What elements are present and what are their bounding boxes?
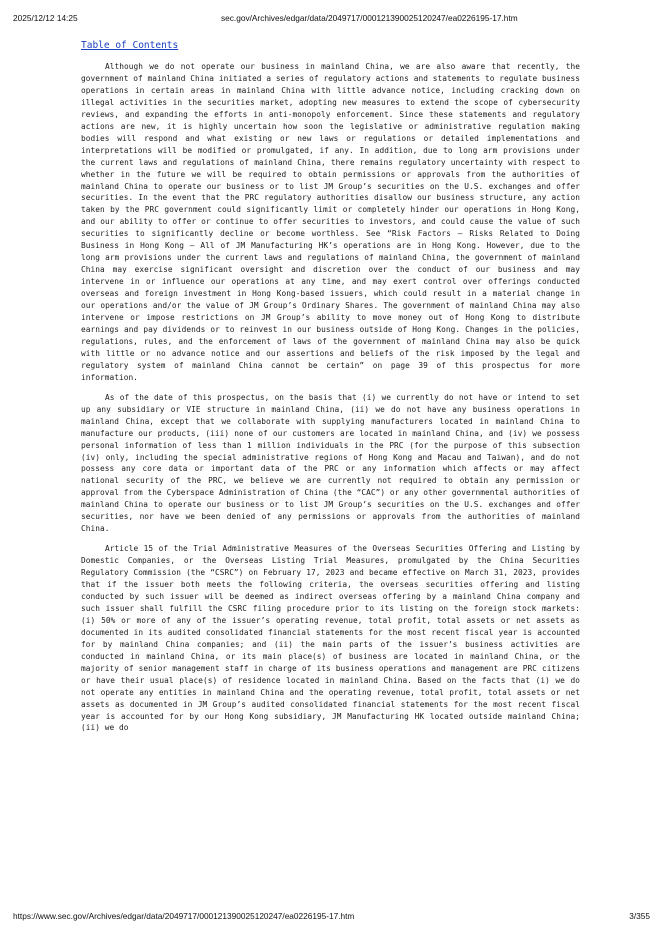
- paragraph-article-15: Article 15 of the Trial Administrative Measures of the Overseas Securities Offering and Listing by Domestic Companies, or the Overseas Listing Trial Measures, promulgated by the China Securities Regulatory Commission (the “CSRC”) on February 17, 2023 and became effective on March 31, 2023, provides that if the issuer both meets the following criteria, the overseas securities offering and listing conducted by such issuer will be deemed as indirect overseas offering by a mainland China company and such issuer shall fulfill the CSRC filing procedure prior to its listing on the foreign stock markets: (i) 50% or more of any of the issuer’s operating revenue, total profit, total assets or net assets as documented in its audited consolidated financial statements for the most recent fiscal year is accounted for by mainland China companies; and (ii) the main parts of the issuer’s business activities are conducted in mainland China, or its main place(s) of business are located in mainland China, or the majority of senior management staff in charge of its business operations and management are PRC citizens or have their usual place(s) of residence located in mainland China. Based on the facts that (i) we do not operate any entities in mainland China and the operating revenue, total profit, total assets or net assets as documented in JM Group’s audited consolidated financial statements for the most recent fiscal year is accounted for by our Hong Kong subsidiary, JM Manufacturing HK located outside mainland China; (ii) we do: [81, 544, 580, 733]
- print-timestamp: 2025/12/12 14:25: [13, 13, 78, 23]
- document-body: [81, 61, 580, 742]
- print-url: https://www.sec.gov/Archives/edgar/data/2049717/000121390025120247/ea0226195-17.htm: [13, 911, 355, 921]
- print-page-counter: 3/355: [629, 911, 650, 921]
- table-of-contents-link[interactable]: Table of Contents: [81, 40, 179, 51]
- print-page-title: sec.gov/Archives/edgar/data/2049717/000121390025120247/ea0226195-17.htm: [221, 13, 518, 23]
- paragraph-regulatory-actions: Although we do not operate our business in mainland China, we are also aware that recently, the government of mainland China initiated a series of regulatory actions and statements to regulate business operations in certain areas in mainland China with little advance notice, including cracking down on illegal activities in the securities market, adopting new measures to extend the scope of cybersecurity reviews, and expanding the efforts in anti-monopoly enforcement. Since these statements and regulatory actions are new, it is highly uncertain how soon the legislative or administrative regulation making bodies will respond and what existing or new laws or regulations or detailed implementations and interpretations will be modified or promulgated, if any. In addition, due to long arm provisions under the current laws and regulations of mainland China, there remains regulatory uncertainty with respect to whether in the future we will be required to obtain permissions or approvals from the authorities of mainland China to operate our business or to list JM Group’s securities on the U.S. exchanges and offer securities. In the event that the PRC regulatory authorities disallow our business structure, any action taken by the PRC government could significantly limit or completely hinder our operations in Hong Kong, and our ability to offer or continue to offer securities to investors, and could cause the value of such securities to significantly decline or become worthless. See “Risk Factors — Risks Related to Doing Business in Hong Kong — All of JM Manufacturing HK’s operations are in Hong Kong. However, due to the long arm provisions under the current laws and regulations of mainland China, the government of mainland China may exercise significant oversight and discretion over the conduct of our business and may intervene in or influence our operations at any time, and may exert control over offerings conducted overseas and foreign investment in Hong Kong-based issuers, which could result in a material change in our operations and/or the value of JM Group’s Ordinary Shares. The government of mainland China may also intervene or impose restrictions on JM Group’s ability to move money out of Hong Kong to distribute earnings and pay dividends or to reinvest in our business outside of Hong Kong. Changes in the policies, regulations, rules, and the enforcement of laws of the government of mainland China may also be quick with little or no advance notice and our assertions and beliefs of the risk imposed by the legal and regulatory system of mainland China cannot be certain” on page 39 of this prospectus for more information.: [81, 62, 580, 382]
- paragraph-permissions: As of the date of this prospectus, on the basis that (i) we currently do not have or intend to set up any subsidiary or VIE structure in mainland China, (ii) we do not have any business operations in mainland China, except that we collaborate with supplying manufacturers located in mainland China to manufacture our products, (iii) none of our customers are located in mainland China, and (iv) we possess personal information of less than 1 million individuals in the PRC (for the purpose of this subsection (iv) only, including the special administrative regions of Hong Kong and Macau and Taiwan), and do not possess any core data or important data of the PRC or any information which affects or may affect national security of the PRC, we believe we are currently not required to obtain any permission or approval from the Cyberspace Administration of China (the “CAC”) or any other governmental authorities of mainland China to operate our business or to list JM Group’s securities on the U.S. exchanges and offer securities, nor have we been denied of any permissions or approvals from the authorities of mainland China.: [81, 392, 580, 534]
